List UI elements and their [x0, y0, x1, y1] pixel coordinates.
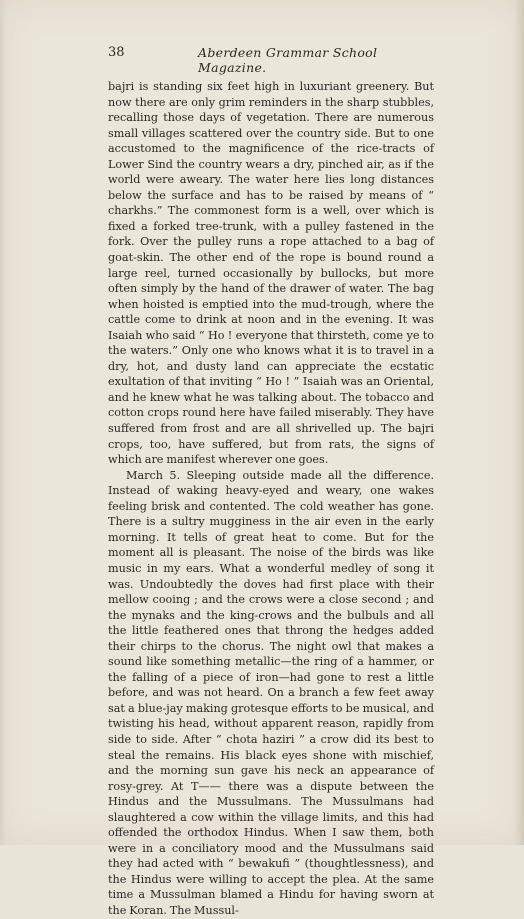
running-title: Aberdeen Grammar School Magazine. [198, 45, 378, 75]
page-edge-shadow [0, 0, 6, 845]
page-edge-shadow [514, 0, 524, 845]
paragraph-continued: bajri is standing six feet high in luxuriant greenery. But now there are only grim reminders in the sharp stubbles, recalling those days of vegetation. There are numerous small villages scattered over the country side. But to one accustomed to the magnificence of the rice-tracts of Lower Sind the country wears a dry, pinched air, as if the world were aweary. The water here lies long distances below the surface and has to be raised by means of “ charkhs.” The commonest form is a well, over which is fixed a forked tree-trunk, with a pulley fastened in the fork. Over the pulley runs a rope attached to a bag of goat-skin. The other end of the rope is bound round a large reel, turned occasionally by bullocks, but more often simply by the hand of the drawer of water. The bag when hoisted is emptied into the mud-trough, where the cattle come to drink at noon and in the evening. It was Isaiah who said “ Ho ! everyone that thirsteth, come ye to the waters.” Only one who knows what it is to travel in a dry, hot, and dusty land can appreciate the ecstatic exultation of that inviting “ Ho ! ” Isaiah was an Oriental, and he knew what he was talking about. The tobacco and cotton crops round here have failed miserably. They have suffered from frost and are all shrivelled up. The bajri crops, too, have suffered, but from rats, the signs of which are manifest wherever one goes. [108, 80, 434, 467]
page-number: 38 [108, 45, 125, 60]
body-text [108, 79, 434, 919]
running-header [108, 45, 434, 75]
paragraph-march-5: March 5. Sleeping outside made all the difference. Instead of waking heavy-eyed and weary, one wakes feeling brisk and contented. The cold weather has gone. There is a sultry mugginess in the air even in the early morning. It tells of great heat to come. But for the moment all is pleasant. The noise of the birds was like music in my ears. What a wonderful medley of song it was. Undoubtedly the doves had first place with their mellow cooing ; and the crows were a close second ; and the mynaks and the king-crows and the bulbuls and all the little feathered ones that throng the hedges added their chirps to the chorus. The night owl that makes a sound like something metallic—the ring of a hammer, or the falling of a piece of iron—had gone to rest a little before, and was not heard. On a branch a few feet away sat a blue-jay making grotesque efforts to be musical, and twisting his head, without apparent reason, rapidly from side to side. After “ chota haziri ” a crow did its best to steal the remains. His black eyes shone with mischief, and the morning sun gave his neck an appearance of rosy-grey. At T—— there was a dispute between the Hindus and the Mussulmans. The Mussulmans had slaughtered a cow within the village limits, and this had offended the orthodox Hindus. When I saw them, both were in a conciliatory mood and the Mussulmans said they had acted with “ bewakufi ” (thoughtlessness), and the Hindus were willing to accept the plea. At the same time a Mussulman blamed a Hindu for having sworn at the Koran. The Mussul- [108, 468, 434, 917]
